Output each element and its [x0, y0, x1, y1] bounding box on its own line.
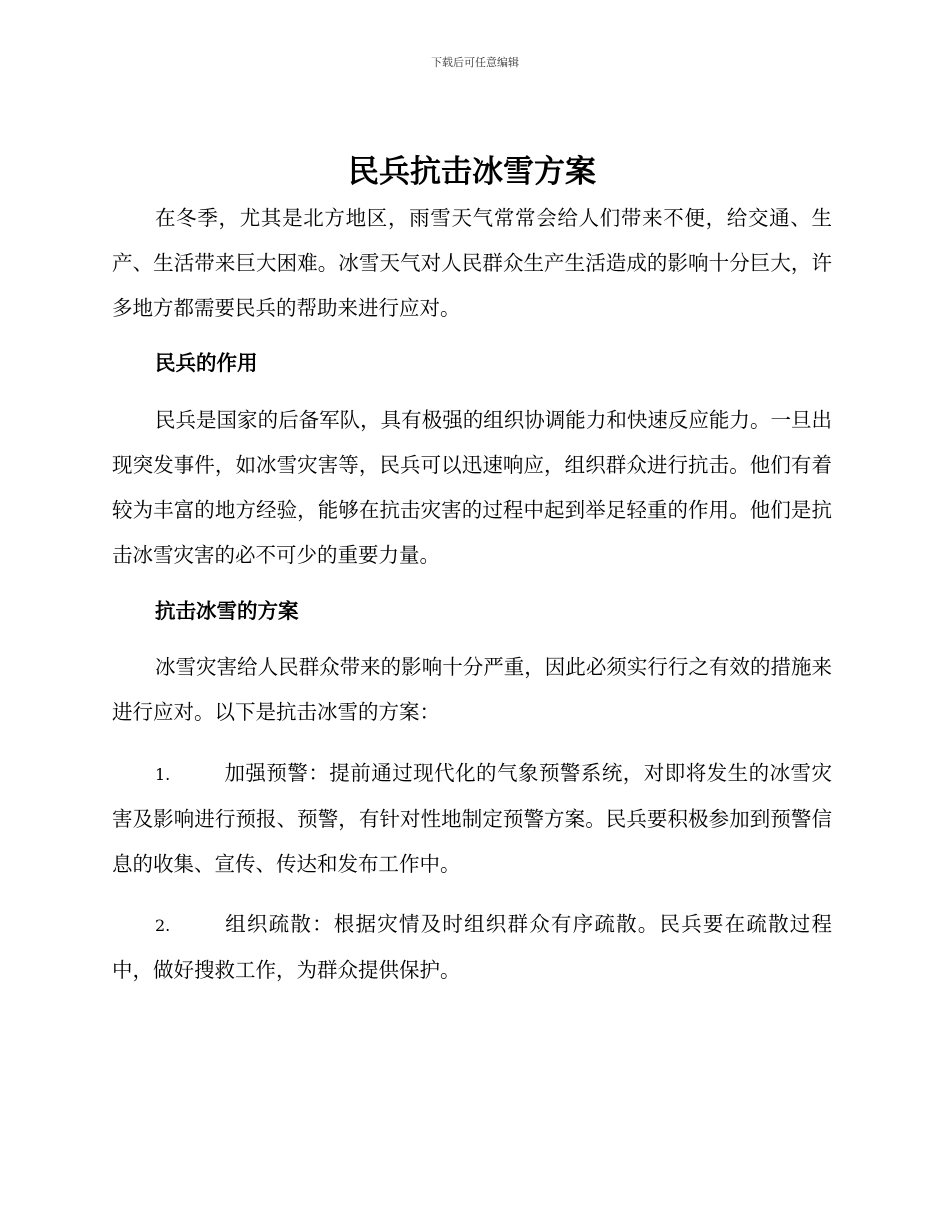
list-item-evacuation — [112, 902, 832, 993]
section-heading-plan: 抗击冰雪的方案 — [155, 599, 299, 623]
list-item-warning — [112, 751, 832, 887]
document-body — [112, 150, 832, 993]
list-item-text: 加强预警：提前通过现代化的气象预警系统，对即将发生的冰雪灾害及影响进行预报、预警，有针对性地制定预警方案。民兵要积极参加到预警信息的收集、宣传、传达和发布工作中。 — [112, 761, 832, 876]
document-title: 民兵抗击冰雪方案 — [348, 154, 596, 190]
header-note: 下载后可任意编辑 — [431, 56, 519, 69]
list-number: 2. — [155, 916, 171, 935]
section-paragraph-role: 民兵是国家的后备军队，具有极强的组织协调能力和快速反应能力。一旦出现突发事件，如冰雪灾害等，民兵可以迅速响应，组织群众进行抗击。他们有着较为丰富的地方经验，能够在抗击灾害的过程中起到举足轻重的作用。他们是抗击冰雪灾害的必不可少的重要力量。 — [112, 408, 832, 567]
list-number: 1. — [155, 765, 171, 784]
section-paragraph-plan: 冰雪灾害给人民群众带来的影响十分严重，因此必须实行行之有效的措施来进行应对。以下是抗击冰雪的方案： — [112, 655, 832, 724]
section-heading-role: 民兵的作用 — [155, 351, 258, 375]
list-item-text: 组织疏散：根据灾情及时组织群众有序疏散。民兵要在疏散过程中，做好搜救工作，为群众提供保护。 — [112, 912, 832, 982]
intro-paragraph: 在冬季，尤其是北方地区，雨雪天气常常会给人们带来不便，给交通、生产、生活带来巨大困难。冰雪天气对人民群众生产生活造成的影响十分巨大，许多地方都需要民兵的帮助来进行应对。 — [112, 206, 832, 320]
